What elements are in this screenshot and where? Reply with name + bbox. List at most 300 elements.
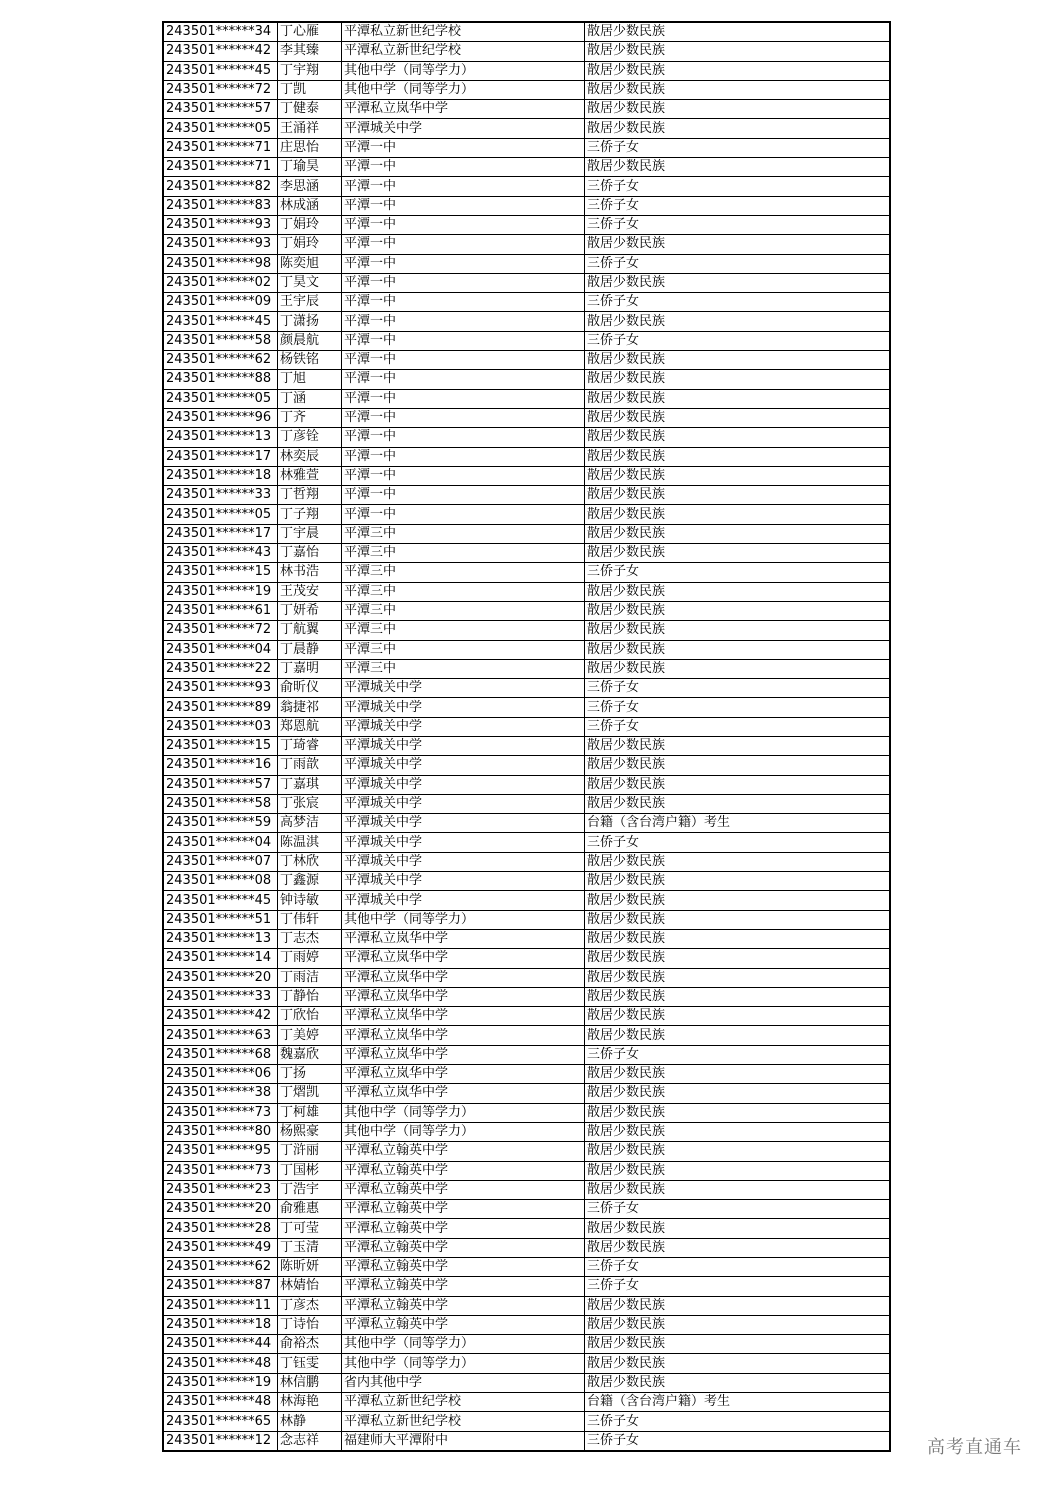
exam-number-cell: 243501******22 (163, 659, 278, 678)
applicant-table (162, 21, 891, 1452)
name-cell: 丁宇翔 (278, 61, 342, 80)
name-cell: 丁志杰 (278, 929, 342, 948)
exam-number-cell: 243501******04 (163, 833, 278, 852)
school-cell: 其他中学（同等学力） (342, 910, 585, 929)
school-cell: 平潭一中 (342, 428, 585, 447)
watermark: 高考直通车 (927, 1437, 1022, 1458)
exam-number-cell: 243501******83 (163, 196, 278, 215)
exam-number-cell: 243501******98 (163, 254, 278, 273)
table-row (163, 215, 890, 234)
exam-number-cell: 243501******17 (163, 524, 278, 543)
school-cell: 平潭一中 (342, 408, 585, 427)
name-cell: 林奕辰 (278, 447, 342, 466)
name-cell: 丁涵 (278, 389, 342, 408)
name-cell: 丁扬 (278, 1065, 342, 1084)
name-cell: 陈奕旭 (278, 254, 342, 273)
name-cell: 丁雨婷 (278, 949, 342, 968)
category-cell: 散居少数民族 (585, 852, 891, 871)
category-cell: 散居少数民族 (585, 1219, 891, 1238)
school-cell: 平潭城关中学 (342, 698, 585, 717)
exam-number-cell: 243501******93 (163, 215, 278, 234)
school-cell: 平潭城关中学 (342, 833, 585, 852)
name-cell: 魏嘉欣 (278, 1045, 342, 1064)
exam-number-cell: 243501******42 (163, 1007, 278, 1026)
category-cell: 散居少数民族 (585, 351, 891, 370)
exam-number-cell: 243501******02 (163, 273, 278, 292)
name-cell: 丁雨歆 (278, 756, 342, 775)
table-row (163, 1122, 890, 1141)
table-row (163, 1277, 890, 1296)
name-cell: 杨铁铭 (278, 351, 342, 370)
name-cell: 丁潇扬 (278, 312, 342, 331)
school-cell: 平潭私立岚华中学 (342, 1084, 585, 1103)
table-row (163, 1065, 890, 1084)
exam-number-cell: 243501******33 (163, 987, 278, 1006)
exam-number-cell: 243501******82 (163, 177, 278, 196)
category-cell: 散居少数民族 (585, 1142, 891, 1161)
category-cell: 三侨子女 (585, 563, 891, 582)
school-cell: 平潭一中 (342, 331, 585, 350)
name-cell: 林成涵 (278, 196, 342, 215)
category-cell: 三侨子女 (585, 177, 891, 196)
name-cell: 丁伟轩 (278, 910, 342, 929)
exam-number-cell: 243501******62 (163, 1258, 278, 1277)
exam-number-cell: 243501******09 (163, 293, 278, 312)
name-cell: 俞裕杰 (278, 1335, 342, 1354)
exam-number-cell: 243501******93 (163, 235, 278, 254)
exam-number-cell: 243501******49 (163, 1238, 278, 1257)
category-cell: 散居少数民族 (585, 1238, 891, 1257)
table-row (163, 505, 890, 524)
category-cell: 散居少数民族 (585, 61, 891, 80)
name-cell: 王涌祥 (278, 119, 342, 138)
category-cell: 散居少数民族 (585, 1026, 891, 1045)
exam-number-cell: 243501******58 (163, 794, 278, 813)
category-cell: 三侨子女 (585, 138, 891, 157)
name-cell: 高梦洁 (278, 814, 342, 833)
school-cell: 平潭一中 (342, 293, 585, 312)
name-cell: 陈温淇 (278, 833, 342, 852)
exam-number-cell: 243501******13 (163, 428, 278, 447)
school-cell: 平潭城关中学 (342, 775, 585, 794)
category-cell: 三侨子女 (585, 1277, 891, 1296)
school-cell: 平潭城关中学 (342, 679, 585, 698)
table-row (163, 177, 890, 196)
table-row (163, 100, 890, 119)
table-row (163, 794, 890, 813)
table-row (163, 408, 890, 427)
category-cell: 散居少数民族 (585, 100, 891, 119)
exam-number-cell: 243501******93 (163, 679, 278, 698)
exam-number-cell: 243501******95 (163, 1142, 278, 1161)
school-cell: 其他中学（同等学力） (342, 80, 585, 99)
exam-number-cell: 243501******06 (163, 1065, 278, 1084)
table-row (163, 563, 890, 582)
category-cell: 散居少数民族 (585, 775, 891, 794)
school-cell: 平潭私立翰英中学 (342, 1219, 585, 1238)
category-cell: 三侨子女 (585, 698, 891, 717)
school-cell: 平潭三中 (342, 544, 585, 563)
exam-number-cell: 243501******48 (163, 1354, 278, 1373)
table-row (163, 949, 890, 968)
category-cell: 散居少数民族 (585, 736, 891, 755)
table-row (163, 235, 890, 254)
name-cell: 李思涵 (278, 177, 342, 196)
name-cell: 丁钰雯 (278, 1354, 342, 1373)
school-cell: 平潭一中 (342, 273, 585, 292)
name-cell: 丁昊文 (278, 273, 342, 292)
name-cell: 丁彦杰 (278, 1296, 342, 1315)
category-cell: 散居少数民族 (585, 158, 891, 177)
name-cell: 丁健泰 (278, 100, 342, 119)
table-row (163, 1373, 890, 1392)
exam-number-cell: 243501******51 (163, 910, 278, 929)
school-cell: 平潭一中 (342, 254, 585, 273)
table-row (163, 138, 890, 157)
school-cell: 平潭一中 (342, 158, 585, 177)
name-cell: 丁欣怡 (278, 1007, 342, 1026)
category-cell: 三侨子女 (585, 1412, 891, 1431)
table-row (163, 833, 890, 852)
table-row (163, 389, 890, 408)
name-cell: 丁宇晨 (278, 524, 342, 543)
table-row (163, 351, 890, 370)
exam-number-cell: 243501******34 (163, 22, 278, 42)
table-row (163, 524, 890, 543)
category-cell: 散居少数民族 (585, 1296, 891, 1315)
applicant-table-body (163, 22, 890, 1451)
category-cell: 散居少数民族 (585, 428, 891, 447)
school-cell: 平潭城关中学 (342, 119, 585, 138)
table-row (163, 1335, 890, 1354)
name-cell: 林书浩 (278, 563, 342, 582)
exam-number-cell: 243501******28 (163, 1219, 278, 1238)
category-cell: 散居少数民族 (585, 389, 891, 408)
exam-number-cell: 243501******61 (163, 601, 278, 620)
table-row (163, 640, 890, 659)
exam-number-cell: 243501******73 (163, 1103, 278, 1122)
school-cell: 平潭一中 (342, 351, 585, 370)
category-cell: 三侨子女 (585, 293, 891, 312)
table-row (163, 273, 890, 292)
exam-number-cell: 243501******58 (163, 331, 278, 350)
name-cell: 丁柯雄 (278, 1103, 342, 1122)
name-cell: 林雅萱 (278, 466, 342, 485)
table-row (163, 331, 890, 350)
exam-number-cell: 243501******57 (163, 100, 278, 119)
exam-number-cell: 243501******71 (163, 158, 278, 177)
name-cell: 丁瑜昊 (278, 158, 342, 177)
name-cell: 丁浩宇 (278, 1180, 342, 1199)
table-row (163, 1296, 890, 1315)
exam-number-cell: 243501******59 (163, 814, 278, 833)
school-cell: 平潭私立岚华中学 (342, 1026, 585, 1045)
name-cell: 丁航翼 (278, 621, 342, 640)
name-cell: 丁静怡 (278, 987, 342, 1006)
name-cell: 王宇辰 (278, 293, 342, 312)
table-row (163, 852, 890, 871)
table-row (163, 1045, 890, 1064)
exam-number-cell: 243501******23 (163, 1180, 278, 1199)
category-cell: 散居少数民族 (585, 756, 891, 775)
exam-number-cell: 243501******18 (163, 466, 278, 485)
table-row (163, 428, 890, 447)
name-cell: 庄思怡 (278, 138, 342, 157)
table-row (163, 1084, 890, 1103)
table-row (163, 1315, 890, 1334)
name-cell: 丁可莹 (278, 1219, 342, 1238)
table-row (163, 1103, 890, 1122)
exam-number-cell: 243501******13 (163, 929, 278, 948)
category-cell: 散居少数民族 (585, 987, 891, 1006)
table-row (163, 736, 890, 755)
school-cell: 平潭私立岚华中学 (342, 1045, 585, 1064)
table-row (163, 1431, 890, 1451)
school-cell: 其他中学（同等学力） (342, 61, 585, 80)
category-cell: 散居少数民族 (585, 408, 891, 427)
exam-number-cell: 243501******08 (163, 872, 278, 891)
exam-number-cell: 243501******33 (163, 486, 278, 505)
name-cell: 林静 (278, 1412, 342, 1431)
school-cell: 平潭私立翰英中学 (342, 1180, 585, 1199)
category-cell: 散居少数民族 (585, 447, 891, 466)
category-cell: 散居少数民族 (585, 1007, 891, 1026)
exam-number-cell: 243501******03 (163, 717, 278, 736)
exam-number-cell: 243501******73 (163, 1161, 278, 1180)
school-cell: 其他中学（同等学力） (342, 1103, 585, 1122)
category-cell: 散居少数民族 (585, 80, 891, 99)
category-cell: 散居少数民族 (585, 1315, 891, 1334)
exam-number-cell: 243501******12 (163, 1431, 278, 1451)
category-cell: 散居少数民族 (585, 42, 891, 61)
name-cell: 郑恩航 (278, 717, 342, 736)
exam-number-cell: 243501******45 (163, 312, 278, 331)
table-row (163, 196, 890, 215)
category-cell: 三侨子女 (585, 1200, 891, 1219)
school-cell: 平潭一中 (342, 196, 585, 215)
name-cell: 钟诗敏 (278, 891, 342, 910)
name-cell: 丁国彬 (278, 1161, 342, 1180)
category-cell: 散居少数民族 (585, 1122, 891, 1141)
category-cell: 散居少数民族 (585, 891, 891, 910)
table-row (163, 1026, 890, 1045)
name-cell: 丁子翔 (278, 505, 342, 524)
category-cell: 散居少数民族 (585, 22, 891, 42)
category-cell: 散居少数民族 (585, 1103, 891, 1122)
exam-number-cell: 243501******17 (163, 447, 278, 466)
category-cell: 散居少数民族 (585, 1335, 891, 1354)
exam-number-cell: 243501******44 (163, 1335, 278, 1354)
name-cell: 念志祥 (278, 1431, 342, 1451)
category-cell: 散居少数民族 (585, 466, 891, 485)
category-cell: 散居少数民族 (585, 370, 891, 389)
exam-number-cell: 243501******68 (163, 1045, 278, 1064)
table-row (163, 910, 890, 929)
name-cell: 丁美婷 (278, 1026, 342, 1045)
category-cell: 散居少数民族 (585, 1065, 891, 1084)
school-cell: 平潭三中 (342, 659, 585, 678)
exam-number-cell: 243501******42 (163, 42, 278, 61)
school-cell: 平潭一中 (342, 486, 585, 505)
category-cell: 散居少数民族 (585, 1161, 891, 1180)
category-cell: 散居少数民族 (585, 1180, 891, 1199)
table-row (163, 42, 890, 61)
school-cell: 平潭一中 (342, 138, 585, 157)
exam-number-cell: 243501******11 (163, 1296, 278, 1315)
exam-number-cell: 243501******38 (163, 1084, 278, 1103)
name-cell: 丁鑫源 (278, 872, 342, 891)
category-cell: 散居少数民族 (585, 601, 891, 620)
exam-number-cell: 243501******05 (163, 389, 278, 408)
category-cell: 三侨子女 (585, 1045, 891, 1064)
category-cell: 散居少数民族 (585, 968, 891, 987)
exam-number-cell: 243501******04 (163, 640, 278, 659)
exam-number-cell: 243501******20 (163, 968, 278, 987)
name-cell: 丁林欣 (278, 852, 342, 871)
name-cell: 俞雅惠 (278, 1200, 342, 1219)
school-cell: 平潭一中 (342, 466, 585, 485)
category-cell: 散居少数民族 (585, 505, 891, 524)
exam-number-cell: 243501******57 (163, 775, 278, 794)
table-row (163, 1161, 890, 1180)
exam-number-cell: 243501******63 (163, 1026, 278, 1045)
school-cell: 平潭城关中学 (342, 794, 585, 813)
school-cell: 省内其他中学 (342, 1373, 585, 1392)
exam-number-cell: 243501******88 (163, 370, 278, 389)
table-row (163, 621, 890, 640)
name-cell: 丁琦睿 (278, 736, 342, 755)
name-cell: 陈昕妍 (278, 1258, 342, 1277)
school-cell: 平潭私立翰英中学 (342, 1238, 585, 1257)
school-cell: 平潭城关中学 (342, 736, 585, 755)
exam-number-cell: 243501******05 (163, 119, 278, 138)
table-row (163, 544, 890, 563)
name-cell: 丁熠凯 (278, 1084, 342, 1103)
table-row (163, 1354, 890, 1373)
table-row (163, 466, 890, 485)
school-cell: 平潭城关中学 (342, 756, 585, 775)
table-row (163, 1180, 890, 1199)
school-cell: 平潭一中 (342, 312, 585, 331)
table-row (163, 987, 890, 1006)
school-cell: 平潭一中 (342, 235, 585, 254)
table-row (163, 1238, 890, 1257)
school-cell: 平潭一中 (342, 447, 585, 466)
category-cell: 台籍（含台湾户籍）考生 (585, 1393, 891, 1412)
school-cell: 平潭三中 (342, 524, 585, 543)
category-cell: 散居少数民族 (585, 640, 891, 659)
table-row (163, 1200, 890, 1219)
school-cell: 平潭三中 (342, 601, 585, 620)
name-cell: 丁张宸 (278, 794, 342, 813)
exam-number-cell: 243501******19 (163, 1373, 278, 1392)
category-cell: 三侨子女 (585, 254, 891, 273)
name-cell: 杨熙豪 (278, 1122, 342, 1141)
table-row (163, 775, 890, 794)
school-cell: 其他中学（同等学力） (342, 1335, 585, 1354)
table-row (163, 254, 890, 273)
school-cell: 平潭私立翰英中学 (342, 1277, 585, 1296)
exam-number-cell: 243501******72 (163, 621, 278, 640)
exam-number-cell: 243501******89 (163, 698, 278, 717)
school-cell: 平潭私立岚华中学 (342, 968, 585, 987)
school-cell: 平潭私立新世纪学校 (342, 42, 585, 61)
name-cell: 颜晨航 (278, 331, 342, 350)
table-row (163, 872, 890, 891)
school-cell: 平潭私立翰英中学 (342, 1142, 585, 1161)
school-cell: 平潭城关中学 (342, 717, 585, 736)
table-row (163, 119, 890, 138)
school-cell: 平潭私立新世纪学校 (342, 1393, 585, 1412)
table-row (163, 1219, 890, 1238)
name-cell: 林信鹏 (278, 1373, 342, 1392)
school-cell: 平潭三中 (342, 582, 585, 601)
name-cell: 李其臻 (278, 42, 342, 61)
category-cell: 三侨子女 (585, 1258, 891, 1277)
category-cell: 散居少数民族 (585, 312, 891, 331)
exam-number-cell: 243501******43 (163, 544, 278, 563)
table-row (163, 370, 890, 389)
category-cell: 散居少数民族 (585, 119, 891, 138)
school-cell: 平潭私立新世纪学校 (342, 22, 585, 42)
exam-number-cell: 243501******05 (163, 505, 278, 524)
name-cell: 丁齐 (278, 408, 342, 427)
school-cell: 平潭一中 (342, 215, 585, 234)
school-cell: 平潭一中 (342, 177, 585, 196)
category-cell: 三侨子女 (585, 215, 891, 234)
table-row (163, 891, 890, 910)
name-cell: 丁妍希 (278, 601, 342, 620)
category-cell: 散居少数民族 (585, 544, 891, 563)
name-cell: 丁嘉琪 (278, 775, 342, 794)
table-row (163, 1258, 890, 1277)
name-cell: 丁凯 (278, 80, 342, 99)
category-cell: 三侨子女 (585, 196, 891, 215)
table-row (163, 814, 890, 833)
school-cell: 平潭私立岚华中学 (342, 100, 585, 119)
category-cell: 散居少数民族 (585, 582, 891, 601)
table-row (163, 659, 890, 678)
school-cell: 平潭私立岚华中学 (342, 987, 585, 1006)
school-cell: 平潭三中 (342, 563, 585, 582)
table-row (163, 486, 890, 505)
name-cell: 丁娟玲 (278, 235, 342, 254)
name-cell: 林婧怡 (278, 1277, 342, 1296)
category-cell: 三侨子女 (585, 717, 891, 736)
name-cell: 林海艳 (278, 1393, 342, 1412)
category-cell: 散居少数民族 (585, 273, 891, 292)
school-cell: 平潭一中 (342, 370, 585, 389)
table-row (163, 601, 890, 620)
exam-number-cell: 243501******19 (163, 582, 278, 601)
category-cell: 散居少数民族 (585, 910, 891, 929)
school-cell: 其他中学（同等学力） (342, 1122, 585, 1141)
category-cell: 散居少数民族 (585, 524, 891, 543)
school-cell: 平潭私立翰英中学 (342, 1161, 585, 1180)
name-cell: 丁嘉怡 (278, 544, 342, 563)
table-row (163, 756, 890, 775)
table-row (163, 1142, 890, 1161)
table-row (163, 929, 890, 948)
table-row (163, 447, 890, 466)
school-cell: 平潭私立岚华中学 (342, 1065, 585, 1084)
school-cell: 平潭一中 (342, 389, 585, 408)
school-cell: 平潭三中 (342, 621, 585, 640)
category-cell: 散居少数民族 (585, 1373, 891, 1392)
school-cell: 平潭私立翰英中学 (342, 1315, 585, 1334)
table-row (163, 61, 890, 80)
category-cell: 散居少数民族 (585, 659, 891, 678)
